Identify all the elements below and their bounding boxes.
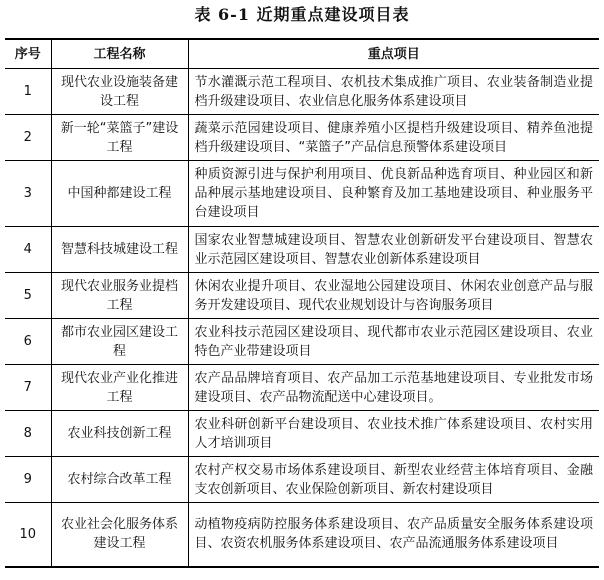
- project-name: 中国种都建设工程: [51, 161, 188, 227]
- header-projects: 重点项目: [188, 39, 599, 69]
- projects-table: [5, 38, 599, 568]
- project-items: 农村产权交易市场体系建设项目、新型农业经营主体培育项目、金融支农创新项目、农业保险创新项目、新农村建设项目: [188, 457, 599, 503]
- table-row: [5, 503, 599, 567]
- table-row: [5, 161, 599, 227]
- row-number: 9: [5, 457, 51, 503]
- row-number: 2: [5, 115, 51, 161]
- header-row: [5, 39, 599, 69]
- project-items: 蔬菜示范园建设项目、健康养殖小区提档升级建设项目、精养鱼池提档升级建设项目、“菜篮子”产品信息预警体系建设项目: [188, 115, 599, 161]
- project-name: 农村综合改革工程: [51, 457, 188, 503]
- table-row: [5, 69, 599, 115]
- project-items: 农业科研创新平台建设项目、农业技术推广体系建设项目、农村实用人才培训项目: [188, 411, 599, 457]
- table-row: [5, 411, 599, 457]
- project-name: 农业社会化服务体系建设工程: [51, 503, 188, 567]
- header-no: 序号: [5, 39, 51, 69]
- row-number: 4: [5, 227, 51, 273]
- project-name: 新一轮“菜篮子”建设工程: [51, 115, 188, 161]
- row-number: 3: [5, 161, 51, 227]
- row-number: 7: [5, 365, 51, 411]
- table-row: [5, 227, 599, 273]
- table-row: [5, 115, 599, 161]
- row-number: 5: [5, 273, 51, 319]
- project-items: 节水灌溉示范工程项目、农机技术集成推广项目、农业装备制造业提档升级建设项目、农业信息化服务体系建设项目: [188, 69, 599, 115]
- project-name: 现代农业产业化推进工程: [51, 365, 188, 411]
- project-name: 智慧科技城建设工程: [51, 227, 188, 273]
- project-name: 现代农业服务业提档工程: [51, 273, 188, 319]
- table-row: [5, 273, 599, 319]
- project-name: 现代农业设施装备建设工程: [51, 69, 188, 115]
- table-row: [5, 365, 599, 411]
- project-name: 都市农业园区建设工程: [51, 319, 188, 365]
- project-name: 农业科技创新工程: [51, 411, 188, 457]
- project-items: 国家农业智慧城建设项目、智慧农业创新研发平台建设项目、智慧农业示范园区建设项目、智慧农业创新体系建设项目: [188, 227, 599, 273]
- project-items: 农产品品牌培育项目、农产品加工示范基地建设项目、专业批发市场建设项目、农产品物流配送中心建设项目。: [188, 365, 599, 411]
- project-items: 农业科技示范园区建设项目、现代都市农业示范园区建设项目、农业特色产业带建设项目: [188, 319, 599, 365]
- project-items: 休闲农业提升项目、农业湿地公园建设项目、休闲农业创意产品与服务开发建设项目、现代农业规划设计与咨询服务项目: [188, 273, 599, 319]
- project-items: 动植物疫病防控服务体系建设项目、农产品质量安全服务体系建设项目、农资农机服务体系建设项目、农产品流通服务体系建设项目: [188, 503, 599, 567]
- row-number: 10: [5, 503, 51, 567]
- table-caption: 表 6-1 近期重点建设项目表: [194, 5, 410, 24]
- row-number: 8: [5, 411, 51, 457]
- row-number: 1: [5, 69, 51, 115]
- header-name: 工程名称: [51, 39, 188, 69]
- table-row: [5, 457, 599, 503]
- table-row: [5, 319, 599, 365]
- row-number: 6: [5, 319, 51, 365]
- project-items: 种质资源引进与保护利用项目、优良新品种选育项目、种业园区和新品种展示基地建设项目、良种繁育及加工基地建设项目、种业服务平台建设项目: [188, 161, 599, 227]
